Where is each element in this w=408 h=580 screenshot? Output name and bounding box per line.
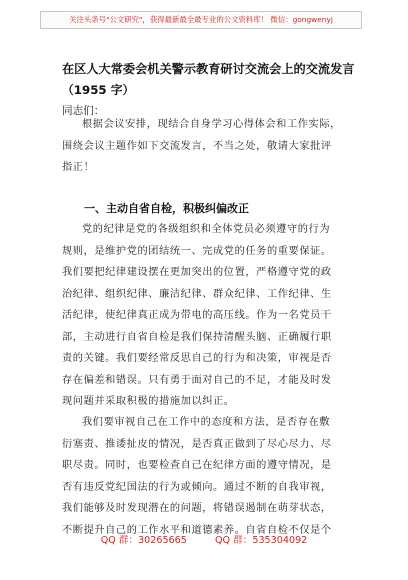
paragraph-line: 责的关键。我们要经常反思自己的行为和决策，审视是否 (62, 353, 332, 364)
paragraph-line: 活纪律，使纪律真正成为带电的高压线。作为一名党员干 (62, 310, 332, 321)
contact-footer (0, 534, 408, 548)
word-count: （1955 字） (62, 83, 135, 97)
paragraph-line: 我们要审视自己在工作中的态度和方法，是否存在敷 (82, 417, 331, 428)
paragraph-line: 围绕会议主题作如下交流发言，不当之处，敬请大家批评 (62, 140, 332, 152)
intro-paragraph (62, 114, 350, 179)
paragraph-line: 规则，是维护党的团结统一、完成党的任务的重要保证。 (62, 245, 332, 257)
paragraph-line: 部，主动进行自省自检是我们保持清醒头脑、正确履行职 (62, 331, 332, 343)
qq-group-2: QQ 群：535304092 (215, 535, 308, 546)
paragraph-line: 职尽责。同时，也要检查自己在纪律方面的遵守情况，是 (62, 460, 332, 471)
paragraph-line: 指正！ (62, 162, 95, 173)
paragraph-line: 不断提升自己的工作水平和道德素养。自省自检不仅是个 (62, 524, 332, 536)
paragraph-line: 否有违反党纪国法的行为或倾向。通过不断的自我审视， (62, 481, 332, 493)
body-paragraph-2 (62, 412, 350, 541)
paragraph-line: 根据会议安排，现结合自身学习心得体会和工作实际， (82, 119, 341, 130)
paragraph-line: 治纪律、组织纪律、廉洁纪律、群众纪律、工作纪律、生 (62, 288, 332, 300)
paragraph-line: 现问题并采取积极的措施加以纠正。 (62, 396, 235, 407)
section-heading: 一、主动自省自检，积极纠偏改正 (84, 202, 249, 215)
promo-banner (40, 11, 362, 29)
paragraph-line: 我们要把纪律建设摆在更加突出的位置，严格遵守党的政 (62, 267, 332, 278)
paragraph-line: 衍塞责、推诿扯皮的情况，是否真正做到了尽心尽力、尽 (62, 438, 332, 450)
body-paragraph-1 (62, 219, 350, 413)
paragraph-line: 党的纪律是党的各级组织和全体党员必须遵守的行为 (82, 224, 331, 235)
paragraph-line: 存在偏差和错误。只有勇于面对自己的不足，才能及时发 (62, 374, 332, 386)
salutation: 同志们： (62, 105, 105, 117)
document-title: 在区人大常委会机关警示教育研讨交流会上的交流发言 (62, 62, 355, 76)
qq-group-1: QQ 群：30265665 (100, 535, 187, 546)
promo-banner-text: 关注头条号"公文研究"，获得最新最全最专业的公文资料库！ 微信：gongwenyj (69, 15, 333, 24)
paragraph-line: 我们能够及时发现潜在的问题，将错误遏制在萌芽状态， (62, 503, 332, 514)
